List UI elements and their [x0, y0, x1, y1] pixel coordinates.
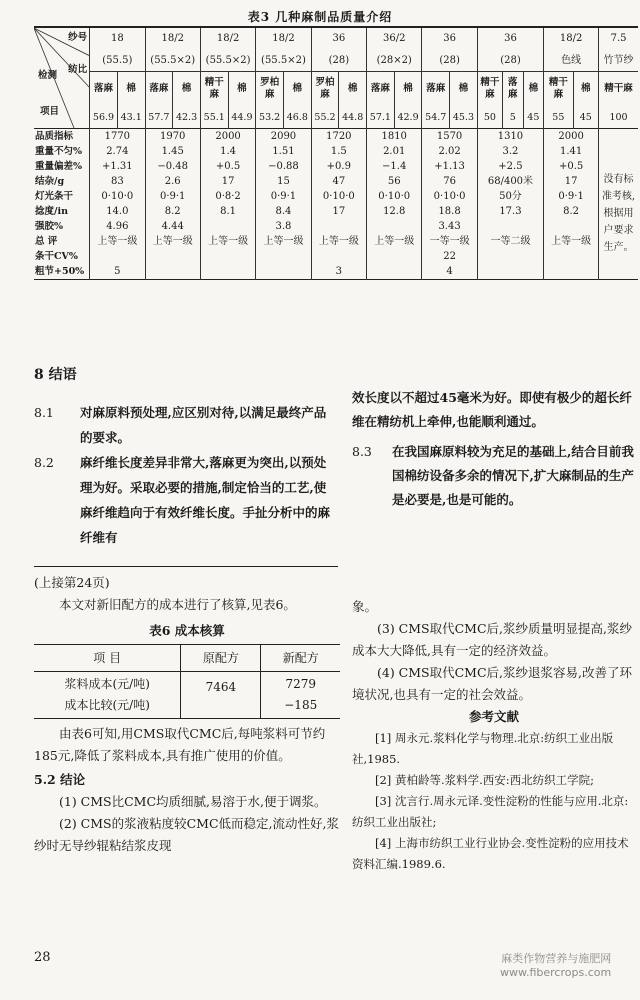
cell-0-6: 1570	[422, 129, 477, 145]
cell-2-4: +0.9	[311, 159, 366, 174]
corner-count-label: 纱号	[68, 32, 88, 43]
cost-table-header	[34, 645, 340, 672]
group-count-2: 18/2	[200, 28, 255, 49]
cell-8-5	[367, 249, 422, 264]
continued-note: (上接第24页)	[34, 575, 110, 590]
reference-4: [4] 上海市纺织工业行业协会.变性淀粉的应用技术资料汇编.1989.6.	[352, 836, 629, 871]
item-8-2-continued: 效长度以不超过45毫米为好。即使有极少的超长纤维在精纺机上牵伸,也能顺利通过。	[352, 390, 632, 429]
cell-4-4: 0·10·0	[311, 189, 366, 204]
cell-5-8: 8.2	[544, 204, 599, 219]
table3-title: 表3 几种麻制品质量介绍	[247, 10, 393, 24]
watermark	[500, 952, 611, 980]
cell-5-7: 17.3	[477, 204, 543, 219]
item-8-3	[352, 440, 636, 512]
table3-row	[34, 249, 638, 264]
table3-row	[34, 189, 638, 204]
row-label-6: 强胶%	[35, 221, 64, 232]
cell-7-5: 上等一级	[367, 234, 422, 249]
cell-3-0: 83	[90, 174, 145, 189]
reference-1: [1] 周永元.浆料化学与物理.北京:纺织工业出版社,1985.	[352, 731, 614, 766]
cell-3-4: 47	[311, 174, 366, 189]
pct-5-0: 57.1	[367, 106, 395, 128]
material-7-2: 棉	[523, 71, 544, 106]
cell-4-0: 0·10·0	[90, 189, 145, 204]
pct-6-0: 54.7	[422, 106, 450, 128]
group-count-3: 18/2	[256, 28, 311, 49]
cell-3-7: 68/400米	[477, 174, 543, 189]
cell-0-8: 2000	[544, 129, 599, 145]
cell-4-5: 0·10·0	[367, 189, 422, 204]
cell-8-6: 22	[422, 249, 477, 264]
material-0-0: 落麻	[90, 71, 118, 106]
cell-5-0: 14.0	[90, 204, 145, 219]
cell-9-4: 3	[311, 264, 366, 280]
item-8-1-number: 8.1	[34, 405, 54, 420]
cost-table	[34, 644, 340, 719]
group-spec-6: (28)	[422, 49, 477, 71]
cell-9-3	[256, 264, 311, 280]
material-3-0: 罗柏麻	[256, 71, 284, 106]
reference-2: [2] 黄柏龄等.浆料学.西安:西北纺织工学院;	[375, 773, 595, 787]
cell-6-7	[477, 219, 543, 234]
last-column-note-line: 准考核,	[601, 190, 636, 202]
cell-2-8: +0.5	[544, 159, 599, 174]
last-column-note-line: 没有标	[603, 173, 634, 185]
material-7-0: 精干麻	[477, 71, 502, 106]
material-1-0: 落麻	[145, 71, 173, 106]
cost-new-values	[261, 672, 340, 719]
cell-7-6: 一等一级	[422, 234, 477, 249]
cell-8-4	[311, 249, 366, 264]
pct-2-0: 55.1	[200, 106, 228, 128]
pct-4-0: 55.2	[311, 106, 339, 128]
cell-6-2	[200, 219, 255, 234]
pct-1-0: 57.7	[145, 106, 173, 128]
material-7-1: 落麻	[503, 71, 523, 106]
pct-7-0: 50	[477, 106, 502, 128]
cell-6-6: 3.43	[422, 219, 477, 234]
cell-3-2: 17	[200, 174, 255, 189]
lower-left-column	[34, 572, 340, 857]
group-spec-7: (28)	[477, 49, 543, 71]
cost-new-2: −185	[284, 698, 318, 712]
cell-5-4: 17	[311, 204, 366, 219]
cell-1-2: 1.4	[200, 144, 255, 159]
group-count-7: 36	[477, 28, 543, 49]
cell-2-3: −0.88	[256, 159, 311, 174]
section-divider	[34, 566, 338, 567]
cost-row-label-2: 成本比较(元/吨)	[64, 698, 150, 712]
cell-1-1: 1.45	[145, 144, 200, 159]
cell-7-2: 上等一级	[200, 234, 255, 249]
reference-3: [3] 沈言行.周永元译.变性淀粉的性能与应用.北京:纺织工业出版社;	[352, 794, 629, 829]
intro-paragraph: 本文对新旧配方的成本进行了核算,见表6。	[59, 597, 296, 612]
cell-8-3	[256, 249, 311, 264]
group-count-5: 36/2	[367, 28, 422, 49]
conclusion-2: (2) CMS的浆液粘度较CMC低而稳定,流动性好,浆纱时无导纱辊粘结浆皮现	[34, 816, 339, 853]
cell-0-5: 1810	[367, 129, 422, 145]
cell-1-7: 3.2	[477, 144, 543, 159]
conclusion-1: (1) CMS比CMC均质细腻,易溶于水,便于调浆。	[59, 794, 327, 809]
cell-6-0: 4.96	[90, 219, 145, 234]
cell-8-0	[90, 249, 145, 264]
conclusion-3: (3) CMS取代CMC后,浆纱质量明显提高,浆纱成本大大降低,具有一定的经济效益。	[352, 621, 632, 658]
cell-0-4: 1720	[311, 129, 366, 145]
material-3-1: 棉	[283, 71, 311, 106]
cell-9-1	[145, 264, 200, 280]
cell-4-7: 50分	[477, 189, 543, 204]
last-column-note-line: 生产。	[603, 241, 634, 253]
row-label-1: 重量不匀%	[35, 146, 83, 157]
cost-col-new: 新配方	[261, 645, 340, 672]
row-label-7: 总 评	[35, 236, 58, 247]
table3-header-count-row	[34, 28, 638, 49]
cell-0-3: 2090	[256, 129, 311, 145]
item-8-2-text: 麻纤维长度差异非常大,落麻更为突出,以预处理为好。采取必要的措施,制定恰当的工艺,使麻纤维趋向于有效纤维长度。手扯分析中的麻纤维有	[80, 455, 331, 545]
pct-8-0: 55	[544, 106, 573, 128]
table3-row	[34, 264, 638, 280]
cell-4-1: 0·9·1	[145, 189, 200, 204]
cell-6-1: 4.44	[145, 219, 200, 234]
cell-9-6: 4	[422, 264, 477, 280]
pct-2-1: 44.9	[228, 106, 256, 128]
material-1-1: 棉	[173, 71, 201, 106]
watermark-line-2: www.fibercrops.com	[500, 966, 612, 979]
cell-2-6: +1.13	[422, 159, 477, 174]
material-9-0: 精干麻	[599, 71, 638, 106]
cell-9-5	[367, 264, 422, 280]
corner-ratio-label: 纺比	[68, 64, 88, 75]
table3-row	[34, 204, 638, 219]
material-6-0: 落麻	[422, 71, 450, 106]
group-count-9: 7.5	[599, 28, 638, 49]
page-number: 28	[34, 950, 51, 965]
cell-0-7: 1310	[477, 129, 543, 145]
group-spec-3: (55.5×2)	[256, 49, 311, 71]
material-8-0: 精干麻	[544, 71, 573, 106]
quality-table-body	[34, 28, 638, 280]
section52-heading: 5.2 结论	[34, 772, 86, 787]
cell-9-8	[544, 264, 599, 280]
after-table-paragraph: 由表6可知,用CMS取代CMC后,每吨浆料可节约185元,降低了浆料成本,具有推广使用的价值。	[34, 726, 326, 763]
cell-6-4	[311, 219, 366, 234]
cell-1-0: 2.74	[90, 144, 145, 159]
cell-7-1: 上等一级	[145, 234, 200, 249]
pct-6-1: 45.3	[450, 106, 478, 128]
pct-8-1: 45	[573, 106, 599, 128]
table3-row	[34, 159, 638, 174]
cost-table-row	[34, 672, 340, 719]
pct-7-2: 45	[523, 106, 544, 128]
group-spec-0: (55.5)	[90, 49, 145, 71]
table6-caption: 表6 成本核算	[149, 623, 225, 638]
cell-6-3: 3.8	[256, 219, 311, 234]
row-label-9: 粗节+50%	[35, 266, 85, 277]
cell-4-3: 0·9·1	[256, 189, 311, 204]
section8-right-column	[352, 386, 636, 512]
material-6-1: 棉	[450, 71, 478, 106]
cell-9-2	[200, 264, 255, 280]
section8-heading: 8 结语	[34, 367, 77, 383]
cell-1-4: 1.5	[311, 144, 366, 159]
material-0-1: 棉	[117, 71, 145, 106]
cell-0-0: 1770	[90, 129, 145, 145]
material-4-0: 罗柏麻	[311, 71, 339, 106]
cost-new-1: 7279	[285, 677, 316, 691]
pct-1-1: 42.3	[173, 106, 201, 128]
table3-row	[34, 129, 638, 145]
group-count-6: 36	[422, 28, 477, 49]
cell-1-8: 1.41	[544, 144, 599, 159]
cell-7-8: 上等一级	[544, 234, 599, 249]
pct-7-1: 5	[503, 106, 523, 128]
cell-8-7	[477, 249, 543, 264]
cell-7-3: 上等一级	[256, 234, 311, 249]
cost-col-item: 项 目	[93, 651, 122, 665]
table3-header-material-row	[34, 71, 638, 106]
cell-5-6: 18.8	[422, 204, 477, 219]
cell-2-0: +1.31	[90, 159, 145, 174]
group-count-1: 18/2	[145, 28, 200, 49]
cell-9-7	[477, 264, 543, 280]
lower-right-column	[352, 596, 636, 875]
cell-7-7: 一等二级	[477, 234, 543, 249]
pct-3-0: 53.2	[256, 106, 284, 128]
cost-col-orig: 原配方	[181, 645, 261, 672]
corner-item-label: 项目	[40, 106, 60, 117]
table3-row	[34, 144, 638, 159]
group-spec-8: 色线	[544, 49, 599, 71]
table3-row	[34, 174, 638, 189]
cell-2-2: +0.5	[200, 159, 255, 174]
cost-row-labels	[34, 672, 181, 719]
cost-orig-value: 7464	[181, 672, 261, 719]
cell-3-1: 2.6	[145, 174, 200, 189]
material-5-0: 落麻	[367, 71, 395, 106]
item-8-1	[34, 400, 336, 450]
cell-8-2	[200, 249, 255, 264]
group-spec-1: (55.5×2)	[145, 49, 200, 71]
pct-3-1: 46.8	[283, 106, 311, 128]
cell-3-8: 17	[544, 174, 599, 189]
row-label-2: 重量偏差%	[35, 161, 83, 172]
cell-0-1: 1970	[145, 129, 200, 145]
references-title: 参考文献	[468, 709, 519, 724]
group-spec-9: 竹节纱	[599, 49, 638, 71]
cell-4-8: 0·9·1	[544, 189, 599, 204]
row-label-4: 灯光条干	[35, 191, 74, 202]
pct-0-1: 43.1	[117, 106, 145, 128]
table3-row	[34, 219, 638, 234]
table3-corner-cell	[34, 28, 90, 129]
cell-7-4: 上等一级	[311, 234, 366, 249]
group-count-0: 18	[90, 28, 145, 49]
section8-left-column	[34, 400, 336, 550]
cell-5-3: 8.4	[256, 204, 311, 219]
pct-4-1: 44.8	[339, 106, 367, 128]
cell-9-0: 5	[90, 264, 145, 280]
pct-5-1: 42.9	[394, 106, 422, 128]
item-8-3-text: 在我国麻原料较为充足的基础上,结合目前我国棉纺设备多余的情况下,扩大麻制品的生产是必要是,也是可能的。	[392, 444, 634, 507]
material-8-1: 棉	[573, 71, 599, 106]
row-label-8: 条干CV%	[35, 251, 78, 262]
cell-3-6: 76	[422, 174, 477, 189]
conclusion-4: (4) CMS取代CMC后,浆纱退浆容易,改善了环境状况,也具有一定的社会效益。	[352, 665, 632, 702]
cell-5-5: 12.8	[367, 204, 422, 219]
cell-8-8	[544, 249, 599, 264]
item-8-3-number: 8.3	[352, 444, 372, 459]
conclusion-2-continued: 象。	[352, 599, 378, 614]
cell-2-1: −0.48	[145, 159, 200, 174]
item-8-2	[34, 450, 336, 550]
cell-3-5: 56	[367, 174, 422, 189]
cell-4-2: 0·8·2	[200, 189, 255, 204]
pct-0-0: 56.9	[90, 106, 118, 128]
material-5-1: 棉	[394, 71, 422, 106]
row-label-0: 品质指标	[35, 131, 74, 142]
last-column-note	[599, 129, 638, 280]
cell-1-5: 2.01	[367, 144, 422, 159]
material-2-1: 棉	[228, 71, 256, 106]
cell-5-2: 8.1	[200, 204, 255, 219]
cell-5-1: 8.2	[145, 204, 200, 219]
cell-4-6: 0·10·0	[422, 189, 477, 204]
group-spec-2: (55.5×2)	[200, 49, 255, 71]
group-spec-4: (28)	[311, 49, 366, 71]
material-2-0: 精干麻	[200, 71, 228, 106]
table3-header-spec-row	[34, 49, 638, 71]
last-column-note-line: 根据用	[603, 207, 634, 219]
cost-row-label-1: 浆料成本(元/吨)	[64, 677, 150, 691]
cell-7-0: 上等一级	[90, 234, 145, 249]
quality-table	[34, 28, 638, 280]
row-label-5: 捻度/in	[35, 206, 68, 217]
cell-8-1	[145, 249, 200, 264]
table3-header-pct-row	[34, 106, 638, 128]
row-label-3: 结杂/g	[35, 176, 65, 187]
group-spec-5: (28×2)	[367, 49, 422, 71]
group-count-4: 36	[311, 28, 366, 49]
pct-9-0: 100	[599, 106, 638, 128]
corner-test-label: 检测	[38, 70, 58, 81]
cell-2-7: +2.5	[477, 159, 543, 174]
item-8-2-number: 8.2	[34, 455, 54, 470]
cell-1-6: 2.02	[422, 144, 477, 159]
material-4-1: 棉	[339, 71, 367, 106]
table3-row	[34, 234, 638, 249]
last-column-note-line: 户要求	[603, 224, 634, 236]
item-8-1-text: 对麻原料预处理,应区别对待,以满足最终产品的要求。	[80, 405, 327, 445]
cell-6-5	[367, 219, 422, 234]
cell-6-8	[544, 219, 599, 234]
cell-0-2: 2000	[200, 129, 255, 145]
cell-2-5: −1.4	[367, 159, 422, 174]
cell-1-3: 1.51	[256, 144, 311, 159]
group-count-8: 18/2	[544, 28, 599, 49]
cell-3-3: 15	[256, 174, 311, 189]
watermark-line-1: 麻类作物营养与施肥网	[501, 952, 612, 965]
